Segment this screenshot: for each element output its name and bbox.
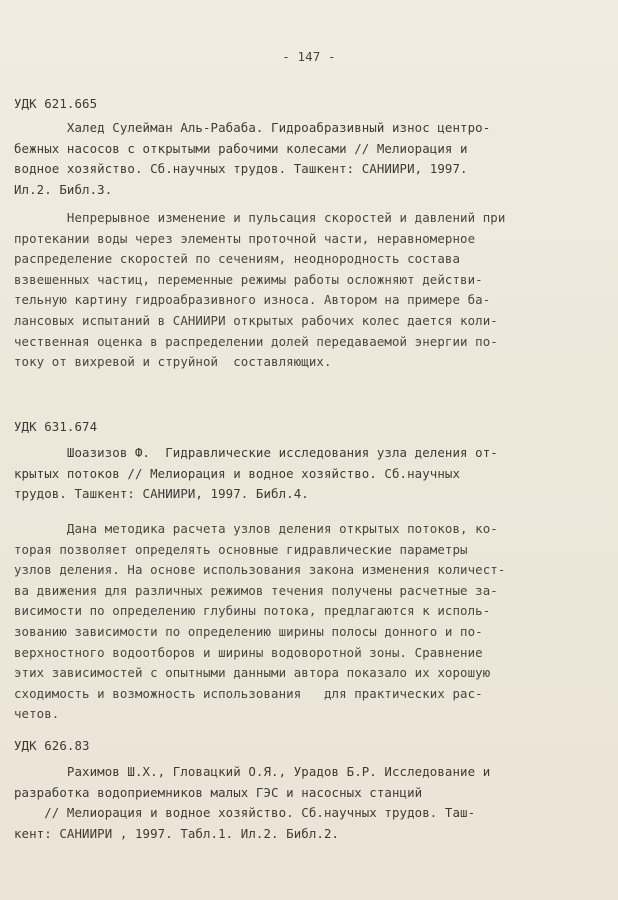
abstract-line: висимости по определению глубины потока, предлагаются к исполь- — [14, 603, 491, 619]
citation-line: Рахимов Ш.Х., Гловацкий О.Я., Урадов Б.Р. Исследование и — [14, 764, 491, 779]
abstract-line: верхностного водоотборов и ширины водоворотной зоны. Сравнение — [14, 644, 483, 660]
abstract-line: торая позволяет определять основные гидравлические параметры — [14, 541, 468, 557]
abstract-line: Непрерывное изменение и пульсация скоростей и давлений при — [14, 210, 506, 225]
citation — [14, 118, 609, 200]
citation-line: бежных насосов с открытыми рабочими колесами // Мелиорация и — [14, 140, 468, 156]
abstract-line: протекании воды через элементы проточной части, неравномерное — [14, 230, 476, 246]
citation-line: кент: САНИИРИ , 1997. Табл.1. Ил.2. Библ.2. — [14, 825, 340, 841]
citation-line: водное хозяйство. Сб.научных трудов. Ташкент: САНИИРИ, 1997. — [14, 161, 468, 177]
citation-line: Ил.2. Библ.3. — [14, 181, 113, 197]
abstract-line: распределение скоростей по сечениям, неоднородность состава — [14, 251, 461, 267]
citation-line: Шоазизов Ф. Гидравлические исследования узла деления от- — [14, 445, 498, 460]
citation-line: // Мелиорация и водное хозяйство. Сб.научных трудов. Таш- — [14, 805, 476, 821]
abstract-line: току от вихревой и струйной составляющих. — [14, 354, 332, 370]
page-number: - 147 - — [282, 49, 336, 64]
abstract — [14, 208, 609, 373]
abstract — [14, 519, 609, 725]
abstract-line: сходимость и возможность использования для практических рас- — [14, 685, 483, 701]
abstract-line: тельную картину гидроабразивного износа. Автором на примере ба- — [14, 292, 491, 308]
citation — [14, 762, 609, 844]
udk-code: УДК 621.665 — [14, 96, 98, 111]
abstract-line: чественная оценка в распределении долей передаваемой энергии по- — [14, 333, 498, 349]
abstract-line: зованию зависимости по определению ширины полосы донного и по- — [14, 623, 483, 639]
abstract-line: взвешенных частиц, переменные режимы работы осложняют действи- — [14, 271, 483, 287]
citation-line: разработка водоприемников малых ГЭС и насосных станций — [14, 784, 423, 800]
udk-code: УДК 626.83 — [14, 738, 90, 753]
citation-line: Халед Сулейман Аль-Рабаба. Гидроабразивный износ центро- — [14, 120, 491, 135]
citation — [14, 443, 609, 505]
abstract-line: четов. — [14, 706, 60, 722]
udk-code: УДК 631.674 — [14, 419, 98, 434]
citation-line: трудов. Ташкент: САНИИРИ, 1997. Библ.4. — [14, 486, 309, 502]
citation-line: крытых потоков // Мелиорация и водное хозяйство. Сб.научных — [14, 465, 461, 481]
abstract-line: узлов деления. На основе использования закона изменения количест- — [14, 562, 506, 578]
abstract-line: лансовых испытаний в САНИИРИ открытых рабочих колес дается коли- — [14, 312, 498, 328]
abstract-line: этих зависимостей с опытными данными автора показало их хорошую — [14, 665, 491, 681]
abstract-line: Дана методика расчета узлов деления открытых потоков, ко- — [14, 521, 498, 536]
abstract-line: ва движения для различных режимов течения получены расчетные за- — [14, 582, 498, 598]
